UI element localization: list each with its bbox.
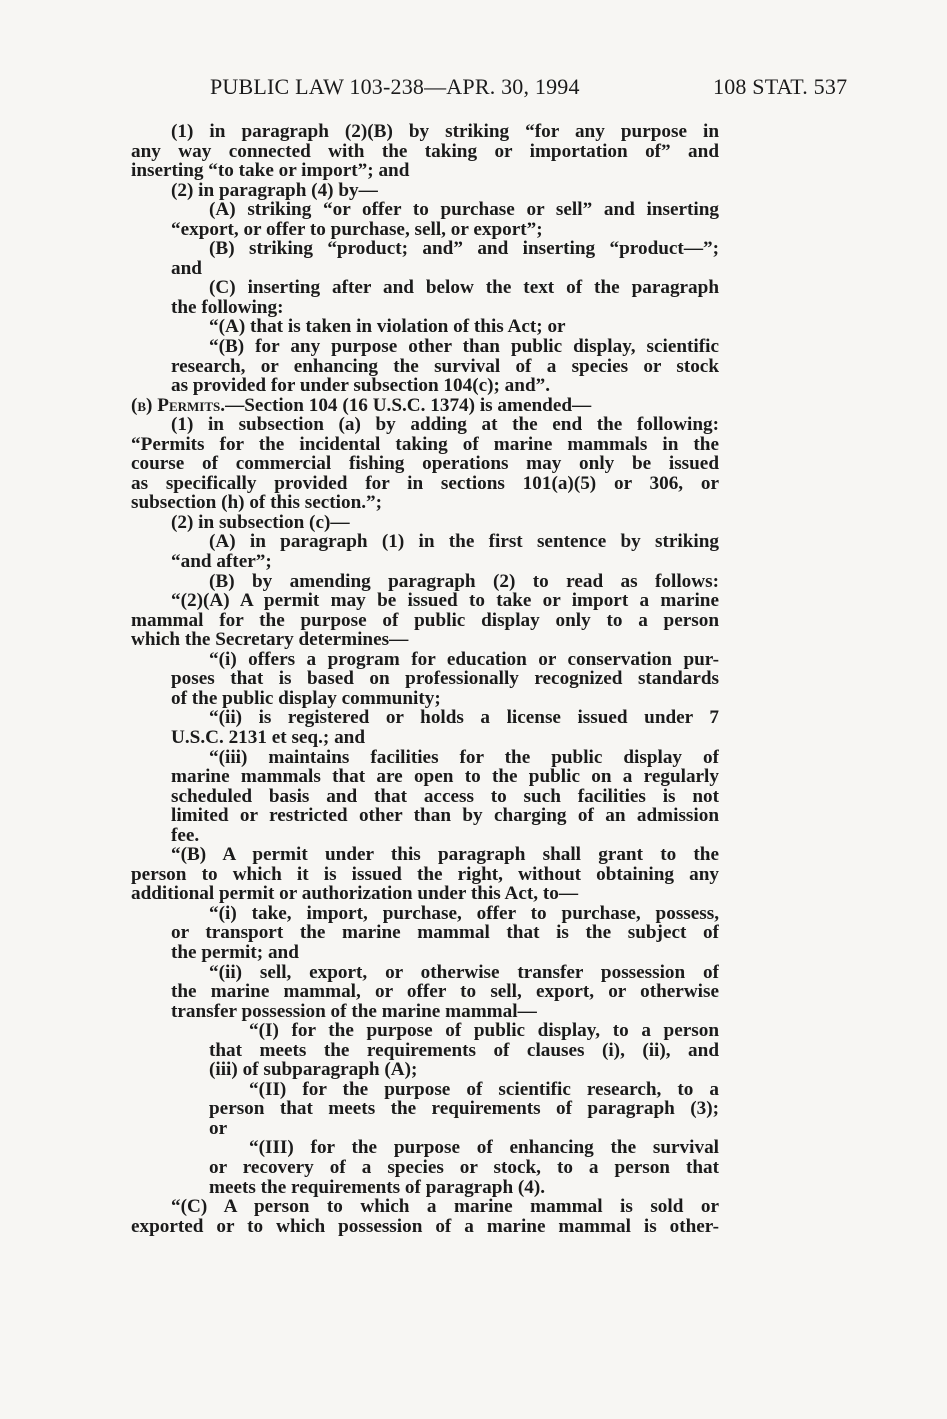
header-title: PUBLIC LAW 103-238—APR. 30, 1994: [210, 74, 580, 99]
line-text: “(iii) maintains facilities for the public display of: [209, 747, 719, 768]
line-text: of the public display community;: [171, 687, 441, 709]
text-line: [209, 1158, 719, 1178]
line-text: “(ii) sell, export, or otherwise transfer possession of: [209, 962, 719, 983]
statute-body: [131, 122, 719, 1236]
line-text: “(2)(A) A permit may be issued to take or import a marine: [171, 591, 719, 611]
text-line: [209, 650, 719, 670]
line-text: “and after”;: [171, 551, 272, 573]
line-text: research, or enhancing the survival of a species or stock: [171, 356, 719, 377]
line-text: “Permits for the incidental taking of marine mammals in the: [131, 434, 719, 455]
line-text: or recovery of a species or stock, to a person that: [209, 1157, 719, 1178]
text-line: [131, 630, 719, 650]
line-text: “(A) that is taken in violation of this Act; or: [209, 316, 566, 338]
line-text: that meets the requirements of clauses (i), (ii), and: [209, 1040, 719, 1061]
section-label: (b) Permits.: [131, 394, 226, 416]
text-line: [171, 357, 719, 377]
line-text: and: [171, 257, 202, 279]
line-text: —Section 104 (16 U.S.C. 1374) is amended—: [225, 394, 592, 416]
line-text: as specifically provided for in sections 101(a)(5) or 306, or: [131, 473, 719, 494]
line-text: poses that is based on professionally recognized standards: [171, 669, 719, 689]
line-text: (1) in subsection (a) by adding at the end the following:: [171, 415, 719, 435]
running-header: [0, 74, 947, 102]
text-line: [131, 396, 719, 416]
line-text: “(C) A person to which a marine mammal is sold or: [171, 1197, 719, 1217]
line-text: which the Secretary determines—: [131, 629, 409, 651]
text-line: [171, 845, 719, 865]
text-line: [131, 454, 719, 474]
line-text: (2) in paragraph (4) by—: [171, 179, 378, 201]
line-text: scheduled basis and that access to such facilities is not: [171, 786, 719, 807]
text-line: [171, 728, 719, 748]
text-line: [171, 923, 719, 943]
text-line: [171, 415, 719, 435]
line-text: “(B) A permit under this paragraph shall grant to the: [171, 845, 719, 865]
text-line: [171, 298, 719, 318]
line-text: “(II) for the purpose of scientific research, to a: [249, 1079, 719, 1100]
text-line: [209, 904, 719, 924]
text-line: [209, 963, 719, 983]
line-text: inserting “to take or import”; and: [131, 160, 410, 182]
line-text: “(B) for any purpose other than public display, scientific: [209, 337, 719, 357]
line-text: the following:: [171, 296, 284, 318]
text-line: [209, 1099, 719, 1119]
line-text: the marine mammal, or offer to sell, export, or otherwise: [171, 982, 719, 1002]
line-text: person to which it is issued the right, without obtaining any: [131, 864, 719, 885]
line-text: subsection (h) of this section.”;: [131, 492, 383, 514]
line-text: person that meets the requirements of paragraph (3);: [209, 1099, 719, 1119]
line-text: “(ii) is registered or holds a license issued under 7: [209, 708, 719, 728]
line-text: mammal for the purpose of public display only to a person: [131, 610, 719, 631]
line-text: “(I) for the purpose of public display, to a person: [249, 1021, 719, 1041]
line-text: as provided for under subsection 104(c); and”.: [171, 375, 550, 397]
text-line: [249, 1138, 719, 1158]
text-line: [171, 1002, 719, 1022]
text-line: [209, 337, 719, 357]
text-line: [171, 826, 719, 846]
text-line: [171, 513, 719, 533]
line-text: “export, or offer to purchase, sell, or export”;: [171, 218, 543, 240]
text-line: [131, 493, 719, 513]
text-line: [209, 278, 719, 298]
header-page-number: 108 STAT. 537: [713, 74, 848, 99]
text-line: [209, 532, 719, 552]
line-text: marine mammals that are open to the public on a regularly: [171, 767, 719, 787]
text-line: [131, 884, 719, 904]
text-line: [171, 669, 719, 689]
text-line: [171, 767, 719, 787]
line-text: fee.: [171, 824, 200, 846]
text-line: [249, 1021, 719, 1041]
line-text: meets the requirements of paragraph (4).: [209, 1176, 546, 1198]
line-text: exported or to which possession of a marine mammal is other-: [131, 1216, 719, 1237]
text-line: [171, 787, 719, 807]
text-line: [171, 552, 719, 572]
line-text: U.S.C. 2131 et seq.; and: [171, 726, 366, 748]
line-text: “(i) take, import, purchase, offer to purchase, possess,: [209, 903, 719, 924]
line-text: (iii) of subparagraph (A);: [209, 1059, 418, 1081]
text-line: [209, 200, 719, 220]
text-line: [209, 317, 719, 337]
line-text: or transport the marine mammal that is the subject of: [171, 923, 719, 943]
text-line: [171, 591, 719, 611]
line-text: limited or restricted other than by charging of an admission: [171, 806, 719, 826]
line-text: any way connected with the taking or importation of” and: [131, 141, 719, 162]
line-text: transfer possession of the marine mammal—: [171, 1000, 537, 1022]
line-text: “(i) offers a program for education or conservation pur-: [209, 649, 719, 670]
text-line: [171, 181, 719, 201]
text-line: [171, 220, 719, 240]
line-text: (B) striking “product; and” and inserting “product—”;: [209, 239, 719, 259]
line-text: the permit; and: [171, 941, 299, 963]
text-line: [171, 982, 719, 1002]
text-line: [131, 611, 719, 631]
line-text: (C) inserting after and below the text of the paragraph: [209, 278, 719, 298]
line-text: (A) striking “or offer to purchase or sell” and inserting: [209, 200, 719, 220]
text-line: [209, 239, 719, 259]
text-line: [171, 689, 719, 709]
line-text: (B) by amending paragraph (2) to read as follows:: [209, 571, 719, 592]
line-text: (A) in paragraph (1) in the first sentence by striking: [209, 532, 719, 553]
text-line: [209, 1178, 719, 1198]
text-line: [171, 806, 719, 826]
text-line: [209, 1119, 719, 1139]
text-line: [249, 1080, 719, 1100]
text-line: [171, 1197, 719, 1217]
text-line: [171, 259, 719, 279]
line-text: (2) in subsection (c)—: [171, 511, 350, 533]
text-line: [131, 161, 719, 181]
line-text: additional permit or authorization under this Act, to—: [131, 883, 579, 905]
line-text: (1) in paragraph (2)(B) by striking “for any purpose in: [171, 122, 719, 142]
text-line: [209, 708, 719, 728]
text-line: [131, 474, 719, 494]
line-text: course of commercial fishing operations may only be issued: [131, 454, 719, 474]
line-text: “(III) for the purpose of enhancing the survival: [249, 1138, 719, 1158]
text-line: [131, 1217, 719, 1237]
text-line: [171, 122, 719, 142]
text-line: [209, 748, 719, 768]
text-line: [209, 572, 719, 592]
text-line: [131, 865, 719, 885]
text-line: [171, 376, 719, 396]
text-line: [209, 1041, 719, 1061]
text-line: [209, 1060, 719, 1080]
text-line: [131, 435, 719, 455]
text-line: [131, 142, 719, 162]
line-text: or: [209, 1117, 228, 1139]
text-line: [171, 943, 719, 963]
